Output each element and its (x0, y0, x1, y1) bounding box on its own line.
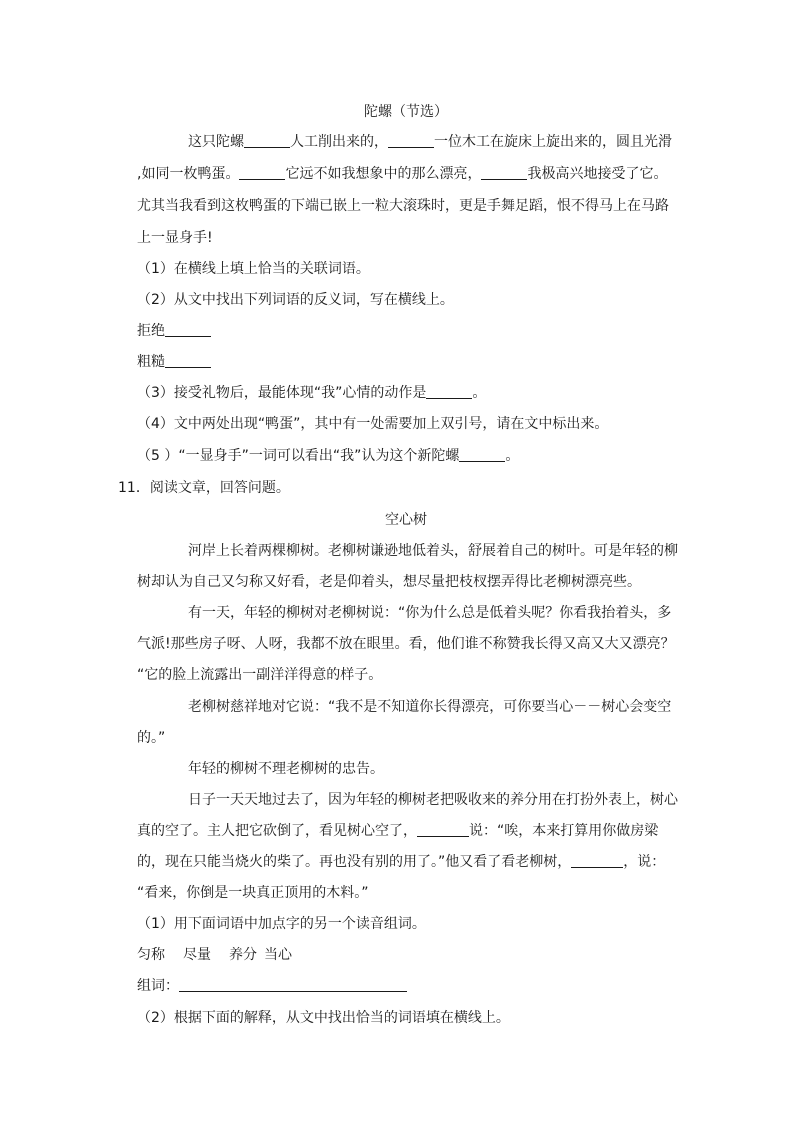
answer-blank[interactable] (388, 133, 434, 148)
answer-blank[interactable] (481, 165, 527, 180)
answer-blank[interactable] (417, 822, 469, 837)
answer-blank[interactable] (426, 384, 472, 399)
answer-blank[interactable] (165, 322, 211, 337)
paragraph-line: 气派!那些房子呀、人呀，我都不放在眼里。看，他们谁不称赞我长得又高又大又漂亮？ (137, 636, 675, 652)
paragraph-line: 真的空了。主人把它砍倒了，看见树心空了， 说：“唉，本来打算用你做房梁 (137, 823, 659, 839)
paragraph-line: 日子一天天地过去了，因为年轻的柳树老把吸收来的养分用在打扮外表上，树心 (188, 792, 678, 808)
question-11-prompt: 11．阅读文章，回答问题。 (118, 480, 290, 496)
paragraph-line: 的，现在只能当烧火的柴了。再也没有别的用了。”他又看了看老柳树， ，说： (137, 854, 666, 870)
word-item: 当心 (264, 947, 292, 963)
passage-title: 空心树 (385, 512, 427, 528)
question-5: （5 ）“一显身手”一词可以看出“我”认为这个新陀螺 。 (137, 448, 520, 464)
paragraph-line: 老柳树慈祥地对它说：“我不是不知道你长得漂亮，可你要当心－－树心会变空 (188, 699, 672, 715)
answer-blank[interactable] (244, 133, 290, 148)
question-2: （2）从文中找出下列词语的反义词，写在横线上。 (137, 292, 454, 308)
paragraph-line: 尤其当我看到这枚鸭蛋的下端已嵌上一粒大滚珠时，更是手舞足蹈，恨不得马上在马路 (137, 198, 669, 214)
paragraph-line: “它的脸上流露出一副洋洋得意的样子。 (137, 667, 383, 683)
paragraph-line: 的。” (137, 730, 166, 746)
answer-blank[interactable] (165, 353, 211, 368)
answer-blank[interactable] (239, 165, 285, 180)
word-item: 匀称 (137, 947, 165, 963)
paragraph-line: 年轻的柳树不理老柳树的忠告。 (188, 761, 384, 777)
paragraph-line: 有一天，年轻的柳树对老柳树说：“你为什么总是低着头呢？你看我抬着头，多 (188, 605, 672, 621)
question-3: （3）接受礼物后，最能体现“我”心情的动作是 。 (137, 385, 487, 401)
question-1: （1）在横线上填上恰当的关联词语。 (137, 261, 370, 277)
answer-blank[interactable] (459, 447, 505, 462)
group-words-row: 组词： (137, 976, 407, 996)
question-11-2: （2）根据下面的解释，从文中找出恰当的词语填在横线上。 (137, 1010, 510, 1026)
paragraph-line: “看来，你倒是一块真正顶用的木料。” (137, 885, 369, 901)
paragraph-line: ,如同一枚鸭蛋。 它远不如我想象中的那么漂亮， 我极高兴地接受了它。 (137, 166, 668, 182)
question-4: （4）文中两处出现“鸭蛋”，其中有一处需要加上双引号，请在文中标出来。 (137, 416, 609, 432)
answer-blank[interactable] (571, 853, 623, 868)
question-11-1: （1）用下面词语中加点字的另一个读音组词。 (137, 916, 426, 932)
antonym-row: 拒绝 (137, 321, 211, 341)
passage-title: 陀螺（节选） (364, 104, 448, 120)
paragraph-line: 这只陀螺 人工削出来的， 一位木工在旋床上旋出来的，圆且光滑 (188, 134, 672, 150)
word-list (137, 945, 292, 965)
paragraph-line: 上一显身手! (137, 230, 213, 246)
answer-blank[interactable] (179, 977, 407, 992)
word-item: 养分 (229, 947, 257, 963)
paragraph-line: 河岸上长着两棵柳树。老柳树谦逊地低着头，舒展着自己的树叶。可是年轻的柳 (188, 543, 678, 559)
word-item: 尽量 (183, 947, 211, 963)
antonym-row: 粗糙 (137, 352, 211, 372)
paragraph-line: 树却认为自己又匀称又好看，老是仰着头，想尽量把枝杈摆弄得比老柳树漂亮些。 (137, 574, 641, 590)
